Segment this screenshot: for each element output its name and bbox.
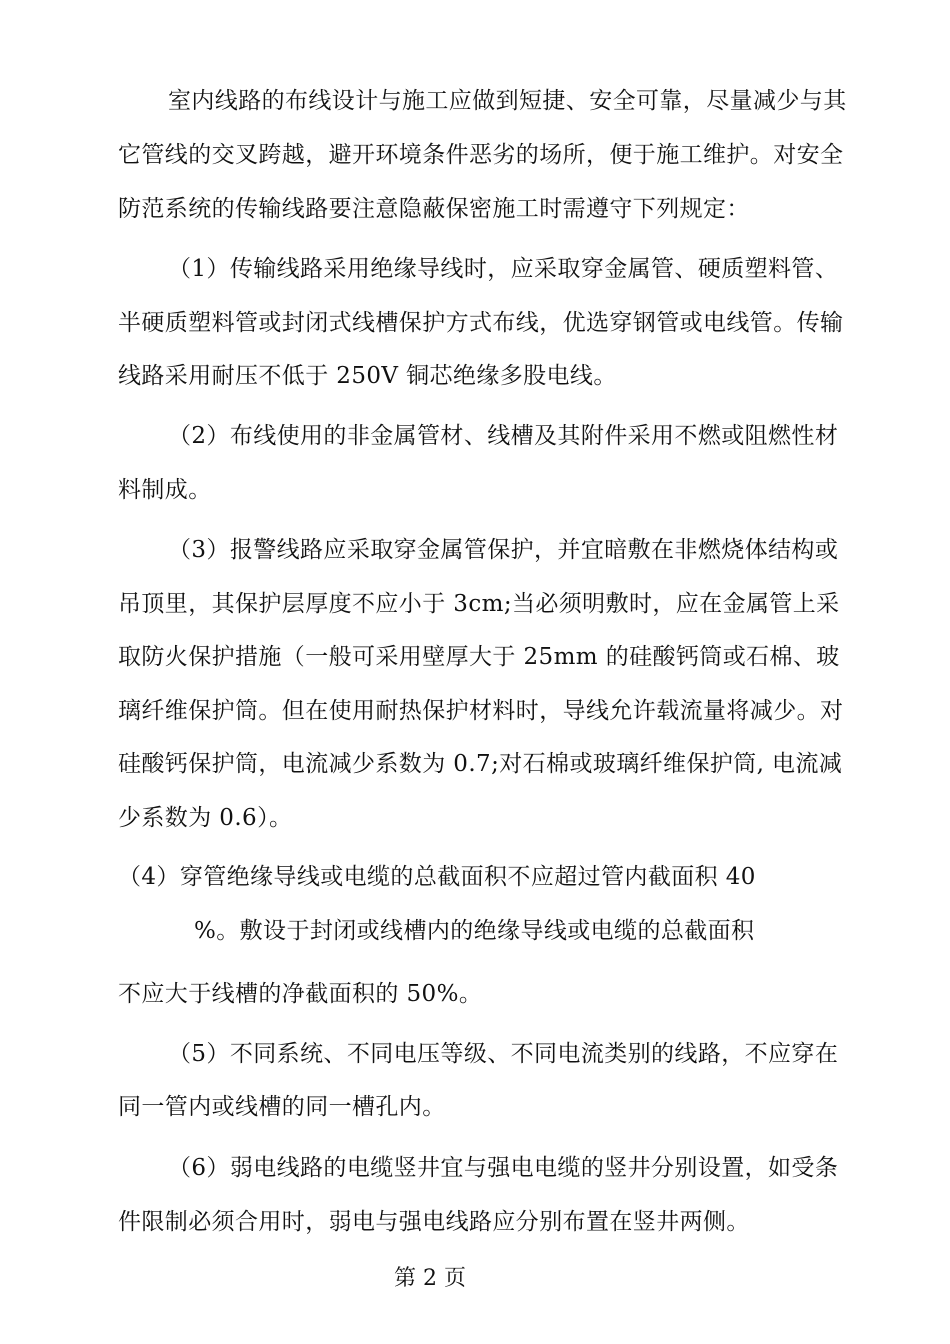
text-line: （6）弱电线路的电缆竖井宜与强电电缆的竖井分别设置，如受条 (168, 1155, 839, 1181)
text-line: 线路采用耐压不低于 250V 铜芯绝缘多股电线。 (118, 363, 617, 389)
text-line: （4）穿管绝缘导线或电缆的总截面积不应超过管内截面积 40 (118, 864, 756, 890)
text-line: （2）布线使用的非金属管材、线槽及其附件采用不燃或阻燃性材 (168, 423, 839, 449)
text-line: 半硬质塑料管或封闭式线槽保护方式布线，优选穿钢管或电线管。传输 (118, 310, 844, 336)
text-line: 璃纤维保护筒。但在使用耐热保护材料时，导线允许载流量将减少。对 (118, 698, 844, 724)
text-line: 同一管内或线槽的同一槽孔内。 (118, 1094, 446, 1120)
text-line: （5）不同系统、不同电压等级、不同电流类别的线路，不应穿在 (168, 1041, 839, 1067)
text-line: 料制成。 (118, 477, 212, 503)
text-line: 防范系统的传输线路要注意隐蔽保密施工时需遵守下列规定： (118, 196, 750, 222)
page-number: 第 2 页 (394, 1266, 466, 1291)
text-line: 件限制必须合用时，弱电与强电线路应分别布置在竖井两侧。 (118, 1209, 750, 1235)
text-line: （1）传输线路采用绝缘导线时，应采取穿金属管、硬质塑料管、 (168, 256, 839, 282)
text-line: 硅酸钙保护筒，电流减少系数为 0.7;对石棉或玻璃纤维保护筒, 电流减 (118, 751, 843, 777)
text-line: 取防火保护措施（一般可采用壁厚大于 25mm 的硅酸钙筒或石棉、玻 (118, 644, 840, 670)
text-line: 它管线的交叉跨越，避开环境条件恶劣的场所，便于施工维护。对安全 (118, 142, 844, 168)
text-line: 室内线路的布线设计与施工应做到短捷、安全可靠，尽量减少与其 (168, 88, 847, 114)
text-line: （3）报警线路应采取穿金属管保护，并宜暗敷在非燃烧体结构或 (168, 537, 839, 563)
text-line: 吊顶里，其保护层厚度不应小于 3cm;当必须明敷时，应在金属管上采 (118, 591, 840, 617)
text-line: 少系数为 0.6）。 (118, 805, 293, 831)
text-line: 不应大于线槽的净截面积的 50%。 (118, 981, 483, 1007)
text-line: %。敷设于封闭或线槽内的绝缘导线或电缆的总截面积 (194, 918, 755, 944)
